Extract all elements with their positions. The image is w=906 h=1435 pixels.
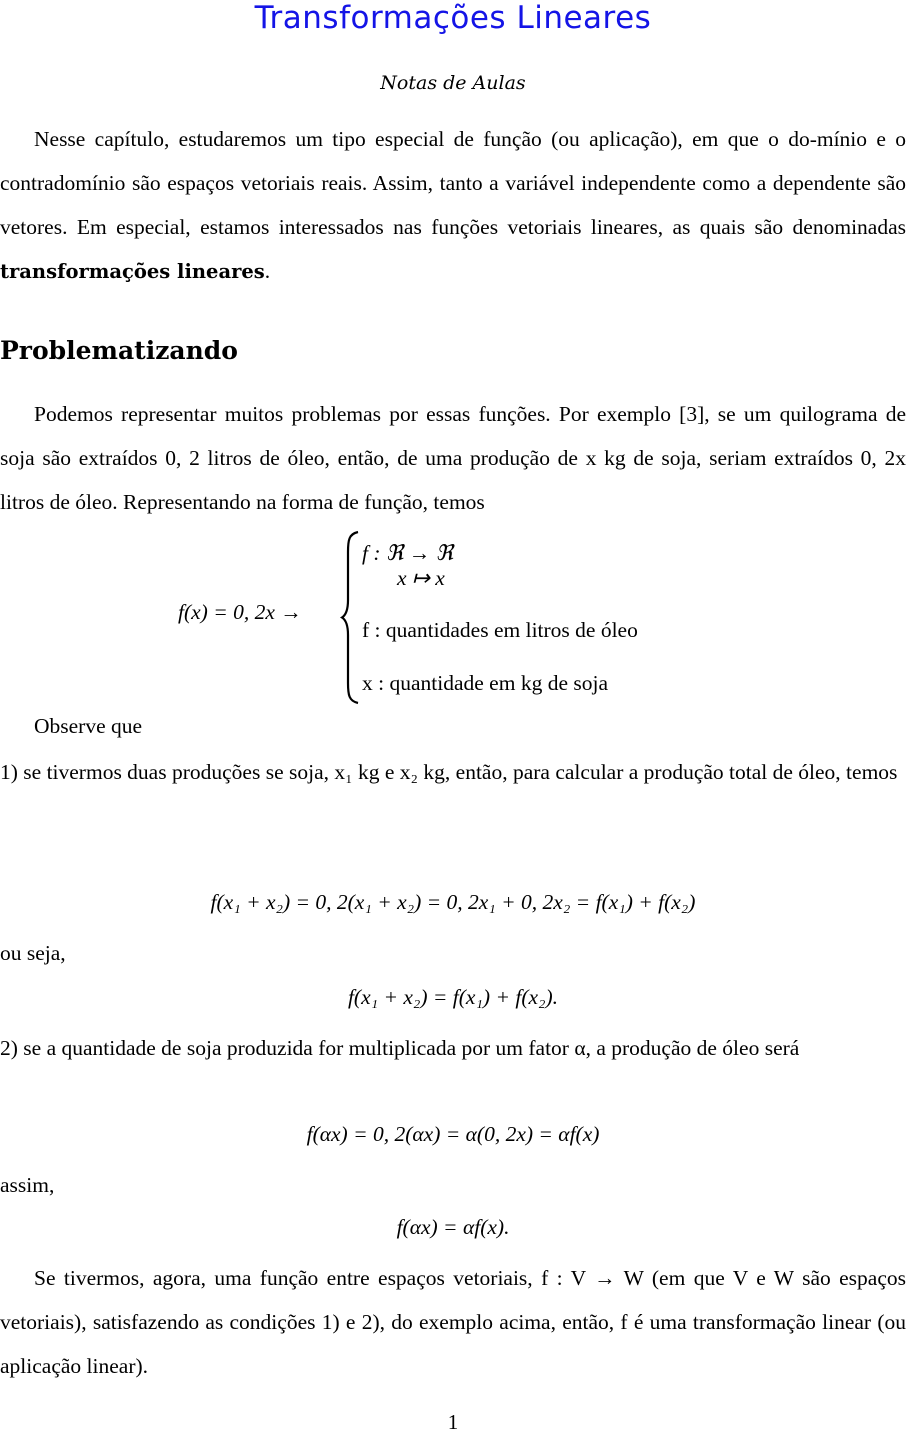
system-row-x-meaning: x : quantidade em kg de soja [362, 671, 608, 695]
section-heading: Problematizando [0, 336, 238, 365]
final-text: Se tivermos, agora, uma função entre espaços vetoriais, f : V → W (em que V e W são espaços vetoriais), satisfazendo as condições 1) e 2), do exemplo acima, então, f é uma transformação linear (ou aplicação linear). [0, 1266, 906, 1378]
document-title: Transformações Lineares [254, 0, 652, 36]
assim-text: assim, [0, 1173, 55, 1197]
equation-additivity: f(x₁ + x₂) = f(x₁) + f(x₂). [347, 985, 559, 1009]
left-brace-icon [340, 530, 362, 705]
system-row-map: f : ℜ → ℜ [362, 541, 454, 565]
equation-homogeneity: f(αx) = αf(x). [396, 1215, 510, 1239]
document-subtitle: Notas de Aulas [380, 72, 526, 94]
page-number: 1 [447, 1410, 459, 1434]
system-row-map-element: x ↦ x [397, 566, 445, 590]
equation-homogeneity-expanded: f(αx) = 0, 2(αx) = α(0, 2x) = αf(x) [306, 1122, 600, 1146]
ou-seja-text: ou seja, [0, 941, 66, 965]
item-2-paragraph: 2) se a quantidade de soja produzida for multiplicada por um fator α, a produção de óleo será [0, 1036, 800, 1060]
problem-paragraph [0, 392, 906, 524]
system-row-f-meaning: f : quantidades em litros de óleo [362, 618, 638, 642]
system-lhs: f(x) = 0, 2x → [178, 600, 302, 624]
intro-text: Nesse capítulo, estudaremos um tipo especial de função (ou aplicação), em que o do-mínio e o contradomínio são espaços vetoriais reais. Assim, tanto a variável independente como a dependente são vetores. Em especial, estamos interessados nas funções vetoriais lineares, as quais são denominadas [0, 127, 906, 239]
final-paragraph [0, 1256, 906, 1388]
intro-text-end: . [264, 259, 271, 283]
item-1-paragraph: 1) se tivermos duas produções se soja, x₁ kg e x₂ kg, então, para calcular a produção total de óleo, temos [0, 760, 898, 784]
intro-paragraph [0, 117, 906, 294]
equation-additivity-expanded: f(x₁ + x₂) = 0, 2(x₁ + x₂) = 0, 2x₁ + 0, 2x₂ = f(x₁) + f(x₂) [210, 890, 696, 914]
problem-text: Podemos representar muitos problemas por essas funções. Por exemplo [3], se um quilograma de soja são extraídos 0, 2 litros de óleo, então, de uma produção de x kg de soja, seriam extraídos 0, 2x litros de óleo. Representando na forma de função, temos [0, 402, 906, 514]
intro-bold-term: transformações lineares [0, 260, 265, 283]
observe-text: Observe que [34, 714, 143, 738]
